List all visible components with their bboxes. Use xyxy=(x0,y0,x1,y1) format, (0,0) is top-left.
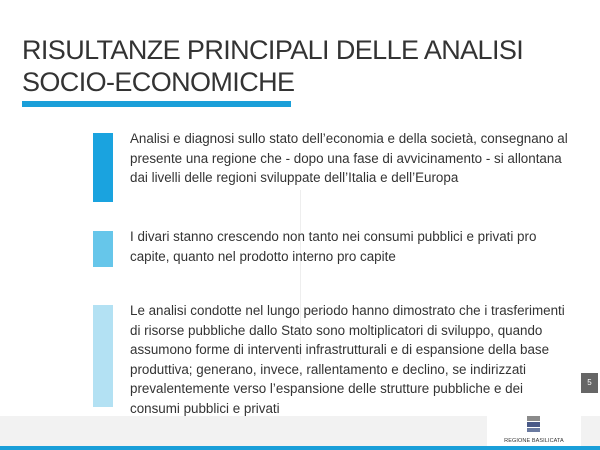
slide-title-line-1: RISULTANZE PRINCIPALI DELLE ANALISI xyxy=(22,35,524,65)
footer-accent-line xyxy=(0,446,600,450)
bullet-bar-1 xyxy=(93,133,113,202)
slide-title xyxy=(22,34,562,98)
slide-title-line-2: SOCIO-ECONOMICHE xyxy=(22,67,295,97)
regional-emblem-icon xyxy=(527,416,540,432)
bullet-text-2: I divari stanno crescendo non tanto nei consumi pubblici e privati pro capite, quanto nel prodotto interno pro capite xyxy=(130,229,537,264)
bullet-bar-2 xyxy=(93,231,113,267)
page-number: 5 xyxy=(581,373,598,393)
bullet-text-1: Analisi e diagnosi sullo stato dell’economia e della società, consegnano al presente una regione che - dopo una fase di avvicinamento - si allontana dai livelli delle regioni sviluppate dell’Italia e dell’Europa xyxy=(130,131,568,185)
footer-logo xyxy=(487,410,581,446)
title-underline xyxy=(22,101,291,107)
bullet-text-3: Le analisi condotte nel lungo periodo hanno dimostrato che i trasferimenti di risorse pubbliche dallo Stato sono moltiplicatori di sviluppo, quando assumono forme di interventi infrastrutturali e di espansione della base produttiva; generano, invece, rallentamento e declino, se indirizzati prevalentemente verso l’espansione delle strutture pubbliche e dei consumi pubblici e privati xyxy=(130,303,565,416)
bullet-bar-3 xyxy=(93,305,113,407)
footer-logo-text: REGIONE BASILICATA xyxy=(504,438,564,444)
